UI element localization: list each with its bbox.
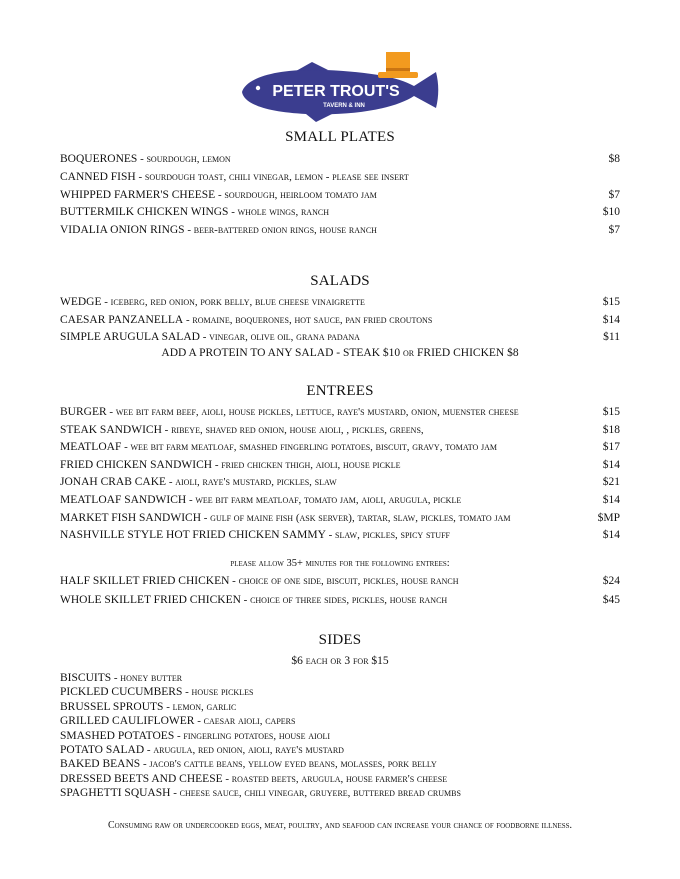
side-item bbox=[60, 757, 620, 771]
small-plate-item bbox=[60, 223, 620, 238]
entree-item-description: - fried chicken thigh, aioli, house pickle bbox=[212, 458, 401, 471]
salad-item bbox=[60, 313, 620, 328]
side-item-description: - jacob's cattle beans, yellow eyed beans, molasses, pork belly bbox=[140, 758, 437, 771]
entree-item-price: $17 bbox=[602, 441, 620, 454]
entree-item-description: - wee bit farm meatloaf, smashed fingerling potatoes, biscuit, gravy, tomato jam bbox=[121, 441, 497, 454]
skillet-entree-item-name: HALF SKILLET FRIED CHICKEN bbox=[60, 575, 230, 587]
side-item-name: DRESSED BEETS AND CHEESE bbox=[60, 772, 223, 785]
entree-item bbox=[60, 493, 620, 508]
food-safety-disclaimer: Consuming raw or undercooked eggs, meat, poultry, and seafood can increase your chance of foodborne illness. bbox=[107, 820, 573, 831]
side-item-name: POTATO SALAD bbox=[60, 744, 145, 756]
entree-item-price: $14 bbox=[602, 458, 620, 471]
salad-protein-text: ADD A PROTEIN TO ANY SALAD - STEAK $10 or FRIED CHICKEN $8 bbox=[161, 347, 519, 359]
small-plate-item-price: $7 bbox=[608, 224, 620, 237]
salad-item-price: $14 bbox=[602, 313, 620, 326]
salad-item-price: $15 bbox=[602, 296, 620, 308]
logo-line1: PETER TROUT'S bbox=[272, 83, 400, 100]
salad-item bbox=[60, 295, 620, 310]
side-item-name: BRUSSEL SPROUTS bbox=[60, 700, 164, 713]
entree-item bbox=[60, 405, 620, 420]
small-plate-item-name: BOQUERONES bbox=[60, 153, 138, 165]
side-item-description: - lemon, garlic bbox=[163, 700, 237, 713]
small-plate-item-description: - sourdough, lemon bbox=[137, 153, 231, 165]
small-plate-item bbox=[60, 152, 620, 167]
skillet-entree-item-description: - choice of one side, biscuit, pickles, house ranch bbox=[229, 575, 459, 587]
salad-item bbox=[60, 330, 620, 345]
small-plate-item-price: $7 bbox=[608, 188, 620, 201]
side-item-name: SMASHED POTATOES bbox=[60, 729, 175, 742]
side-item-name: BISCUITS bbox=[60, 672, 112, 684]
entree-item-name: MARKET FISH SANDWICH bbox=[60, 511, 201, 524]
entree-item-price: $15 bbox=[602, 406, 620, 418]
entree-item-description: - wee bit farm meatloaf, tomato jam, aioli, arugula, pickle bbox=[186, 494, 462, 506]
entree-item-description: - slaw, pickles, spicy stuff bbox=[325, 529, 450, 542]
small-plate-item-description: - sourdough toast, chili vinegar, lemon - please see insert bbox=[135, 170, 409, 183]
side-item-name: BAKED BEANS bbox=[60, 758, 141, 771]
entree-item-name: NASHVILLE STYLE HOT FRIED CHICKEN SAMMY bbox=[60, 529, 326, 542]
small-plate-item-description: - beer-battered onion rings, house ranch bbox=[184, 224, 377, 237]
small-plate-item bbox=[60, 170, 620, 185]
side-item bbox=[60, 671, 620, 685]
salad-item-description: - romaine, boquerones, hot sauce, pan fried croutons bbox=[183, 313, 433, 326]
section-title-salads: SALADS bbox=[310, 273, 370, 289]
entree-item-name: MEATLOAF bbox=[60, 441, 122, 454]
entree-item-price: $18 bbox=[602, 423, 620, 436]
logo-line2: TAVERN & INN bbox=[323, 103, 365, 109]
entree-item-description: - gulf of maine fish (ask server), tartar, slaw, pickles, tomato jam bbox=[201, 511, 511, 524]
entree-item bbox=[60, 475, 620, 490]
small-plate-item-price: $8 bbox=[608, 153, 620, 165]
salad-item-price: $11 bbox=[603, 331, 620, 343]
skillet-entree-item bbox=[60, 574, 620, 589]
entree-item-price: $21 bbox=[602, 476, 620, 489]
skillet-entree-item-name: WHOLE SKILLET FRIED CHICKEN bbox=[60, 594, 241, 606]
entree-item-price: $MP bbox=[597, 511, 620, 524]
small-plate-item-name: VIDALIA ONION RINGS bbox=[60, 224, 185, 237]
entree-item bbox=[60, 511, 620, 526]
entree-item bbox=[60, 458, 620, 473]
side-item-description: - cheese sauce, chili vinegar, gruyere, buttered bread crumbs bbox=[170, 787, 461, 800]
small-plate-item-name: WHIPPED FARMER'S CHEESE bbox=[60, 188, 216, 201]
small-plate-item-price: $10 bbox=[602, 206, 620, 219]
salad-item-name: SIMPLE ARUGULA SALAD bbox=[60, 331, 200, 343]
entree-item-price: $14 bbox=[602, 529, 620, 542]
skillet-entree-item-price: $24 bbox=[602, 575, 620, 587]
salad-item-name: WEDGE bbox=[60, 296, 102, 308]
skillet-entree-item bbox=[60, 593, 620, 608]
side-item-description: - arugula, red onion, aioli, raye's mustard bbox=[144, 744, 344, 756]
entree-item bbox=[60, 423, 620, 438]
entrees-allow-note: please allow 35+ minutes for the following entrees: bbox=[230, 558, 450, 569]
side-item-name: GRILLED CAULIFLOWER bbox=[60, 715, 195, 728]
skillet-entree-item-description: - choice of three sides, pickles, house ranch bbox=[240, 594, 448, 606]
sides-pricing: $6 each or 3 for $15 bbox=[291, 655, 389, 667]
side-item bbox=[60, 714, 620, 728]
side-item bbox=[60, 743, 620, 757]
section-title-sides: SIDES bbox=[318, 632, 362, 648]
side-item-name: PICKLED CUCUMBERS bbox=[60, 686, 183, 699]
side-item-description: - caesar aioli, capers bbox=[194, 715, 296, 728]
entree-item bbox=[60, 528, 620, 543]
entree-item-description: - wee bit farm beef, aioli, house pickles, lettuce, raye's mustard, onion, muenster cheese bbox=[106, 406, 519, 418]
entree-item-name: BURGER bbox=[60, 406, 107, 418]
small-plate-item bbox=[60, 188, 620, 203]
salad-protein-addon bbox=[0, 347, 680, 359]
small-plate-item bbox=[60, 205, 620, 220]
side-item-name: SPAGHETTI SQUASH bbox=[60, 787, 171, 800]
entree-item-price: $14 bbox=[602, 494, 620, 506]
salad-item-description: - iceberg, red onion, pork belly, blue cheese vinaigrette bbox=[101, 296, 365, 308]
entree-item-name: JONAH CRAB CAKE bbox=[60, 476, 167, 489]
side-item bbox=[60, 786, 620, 800]
side-item bbox=[60, 729, 620, 743]
side-item bbox=[60, 700, 620, 714]
side-item-description: - fingerling potatoes, house aioli bbox=[174, 729, 331, 742]
side-item-description: - house pickles bbox=[182, 686, 254, 699]
small-plate-item-description: - whole wings, ranch bbox=[228, 206, 329, 219]
side-item bbox=[60, 685, 620, 699]
entree-item-name: MEATLOAF SANDWICH bbox=[60, 494, 187, 506]
skillet-entree-item-price: $45 bbox=[602, 594, 620, 606]
side-item bbox=[60, 772, 620, 786]
section-title-small-plates: SMALL PLATES bbox=[285, 129, 395, 145]
side-item-description: - honey butter bbox=[111, 672, 183, 684]
small-plate-item-name: BUTTERMILK CHICKEN WINGS bbox=[60, 206, 229, 219]
salad-item-name: CAESAR PANZANELLA bbox=[60, 313, 184, 326]
entree-item-name: STEAK SANDWICH bbox=[60, 423, 162, 436]
entree-item-name: FRIED CHICKEN SANDWICH bbox=[60, 458, 213, 471]
small-plate-item-name: CANNED FISH bbox=[60, 170, 136, 183]
small-plate-item-description: - sourdough, heirloom tomato jam bbox=[215, 188, 377, 201]
side-item-description: - roasted beets, arugula, house farmer's cheese bbox=[222, 772, 448, 785]
peter-trouts-logo bbox=[236, 50, 442, 122]
entree-item-description: - ribeye, shaved red onion, house aioli, , pickles, greens, bbox=[161, 423, 424, 436]
section-title-entrees: ENTREES bbox=[306, 383, 374, 399]
entree-item-description: - aioli, raye's mustard, pickles, slaw bbox=[166, 476, 337, 489]
salad-item-description: - vinegar, olive oil, grana padana bbox=[199, 331, 360, 343]
entree-item bbox=[60, 440, 620, 455]
